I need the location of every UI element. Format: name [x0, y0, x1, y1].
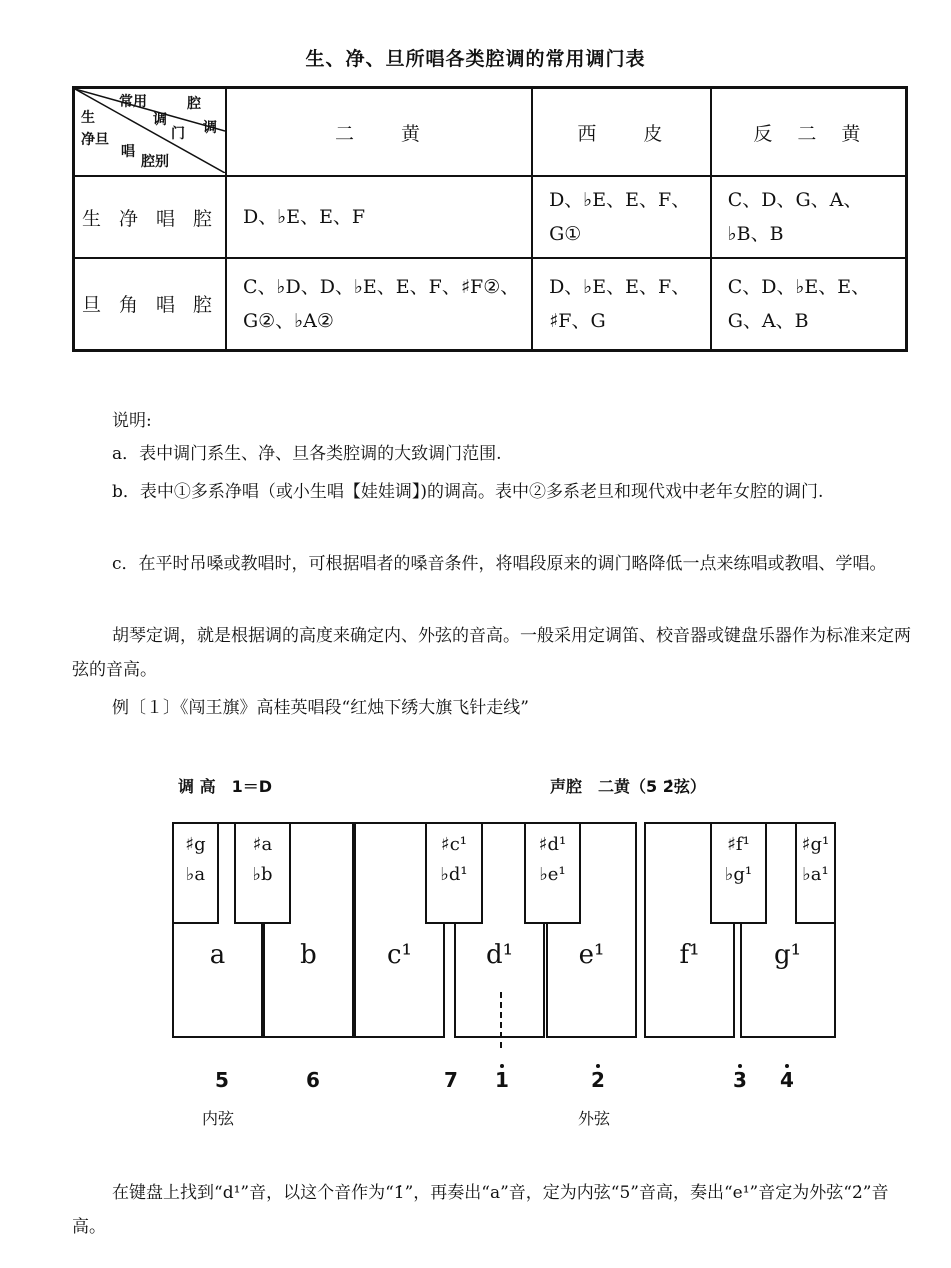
header-xipi: 西 皮 [532, 88, 711, 177]
black-key-gsharp [172, 822, 219, 924]
note-b: b．表中①多系净唱（或小生唱【娃娃调】)的调高。表中②多系老旦和现代戏中老年女腔的调门. [112, 482, 824, 502]
jianpu-note: 4 [780, 1068, 794, 1092]
table-cell: D、♭E、E、F、G① [532, 176, 711, 258]
row-label-dan: 旦 角 唱 腔 [74, 258, 227, 350]
jianpu-note: 2 [591, 1068, 605, 1092]
white-key-label: a [209, 940, 226, 970]
corner-text: 门 [171, 126, 185, 142]
black-key-top: ♯g¹ [801, 834, 830, 855]
table-cell: C、D、♭E、E、G、A、B [711, 258, 907, 350]
black-key-gsharp1 [795, 822, 836, 924]
high-octave-dot [500, 1064, 504, 1068]
corner-text: 腔 [187, 96, 201, 112]
black-key-asharp [234, 822, 291, 924]
white-key-label: e¹ [578, 940, 605, 970]
page-title: 生、净、旦所唱各类腔调的常用调门表 [305, 48, 646, 70]
d1-marker-line [500, 992, 502, 1048]
white-key-label: c¹ [387, 940, 412, 970]
black-key-bottom: ♭e¹ [539, 864, 566, 885]
footer-paragraph: 在键盘上找到“d¹”音，以这个音作为“1̇”，再奏出“a”音，定为内弦“5”音高，奏出“e¹”音定为外弦“2̇”音高。 [72, 1183, 889, 1237]
jianpu-note: 6 [306, 1068, 320, 1092]
black-key-top: ♯d¹ [538, 834, 567, 855]
corner-text: 常用 [119, 94, 147, 110]
notes-heading: 说明: [112, 411, 152, 431]
black-key-bottom: ♭g¹ [724, 864, 753, 885]
black-key-top: ♯a [252, 834, 273, 855]
corner-text: 调 [203, 120, 217, 136]
high-octave-dot [785, 1064, 789, 1068]
note-d: 胡琴定调，就是根据调的高度来确定内、外弦的音高。一般采用定调笛、校音器或键盘乐器作为标准来定两弦的音高。 [72, 626, 911, 680]
high-octave-dot [596, 1064, 600, 1068]
table-cell: D、♭E、E、F、♯F、G [532, 258, 711, 350]
black-key-top: ♯g [185, 834, 206, 855]
black-key-dsharp1 [524, 822, 581, 924]
jianpu-note: 1 [495, 1068, 509, 1092]
table-cell: C、♭D、D、♭E、E、F、♯F②、G②、♭A② [226, 258, 532, 350]
corner-text: 唱 [121, 144, 135, 160]
corner-text: 调 [153, 112, 167, 128]
key-table [72, 86, 908, 352]
black-key-top: ♯c¹ [440, 834, 467, 855]
black-key-bottom: ♭a [185, 864, 206, 885]
jianpu-note: 5 [215, 1068, 229, 1092]
white-key-label: b [300, 940, 317, 970]
black-key-csharp1 [425, 822, 483, 924]
high-octave-dot [738, 1064, 742, 1068]
black-key-top: ♯f¹ [727, 834, 750, 855]
white-key-label: g¹ [773, 940, 802, 970]
row-label-sheng-jing: 生 净 唱 腔 [74, 176, 227, 258]
jianpu-note: 7 [444, 1068, 458, 1092]
corner-text: 腔别 [141, 154, 169, 170]
voice-label: 声腔 二黄（5 2̇弦） [550, 777, 706, 796]
example-caption: 例〔１〕《闯王旗》高桂英唱段“红烛下绣大旗飞针走线” [112, 698, 529, 718]
inner-string-label: 内弦 [202, 1109, 235, 1128]
note-a: a．表中调门系生、净、旦各类腔调的大致调门范围. [112, 444, 502, 464]
jianpu-note: 3 [733, 1068, 747, 1092]
black-key-fsharp1 [710, 822, 767, 924]
table-cell: D、♭E、E、F [226, 176, 532, 258]
table-cell: C、D、G、A、♭B、B [711, 176, 907, 258]
key-signature: 调 高 1＝D [178, 777, 272, 796]
black-key-bottom: ♭d¹ [440, 864, 468, 885]
corner-text: 生 [81, 110, 95, 126]
black-key-bottom: ♭b [252, 864, 273, 885]
corner-text: 净旦 [81, 132, 109, 148]
white-key-label: d¹ [485, 940, 514, 970]
header-fanerhuang: 反 二 黄 [711, 88, 907, 177]
black-key-bottom: ♭a¹ [802, 864, 829, 885]
note-c: c．在平时吊嗓或教唱时，可根据唱者的嗓音条件，将唱段原来的调门略降低一点来练唱或教唱、学唱。 [112, 554, 887, 574]
table-corner-cell [74, 88, 227, 177]
outer-string-label: 外弦 [578, 1109, 611, 1128]
white-key-label: f¹ [679, 940, 700, 970]
header-erhuang: 二 黄 [226, 88, 532, 177]
